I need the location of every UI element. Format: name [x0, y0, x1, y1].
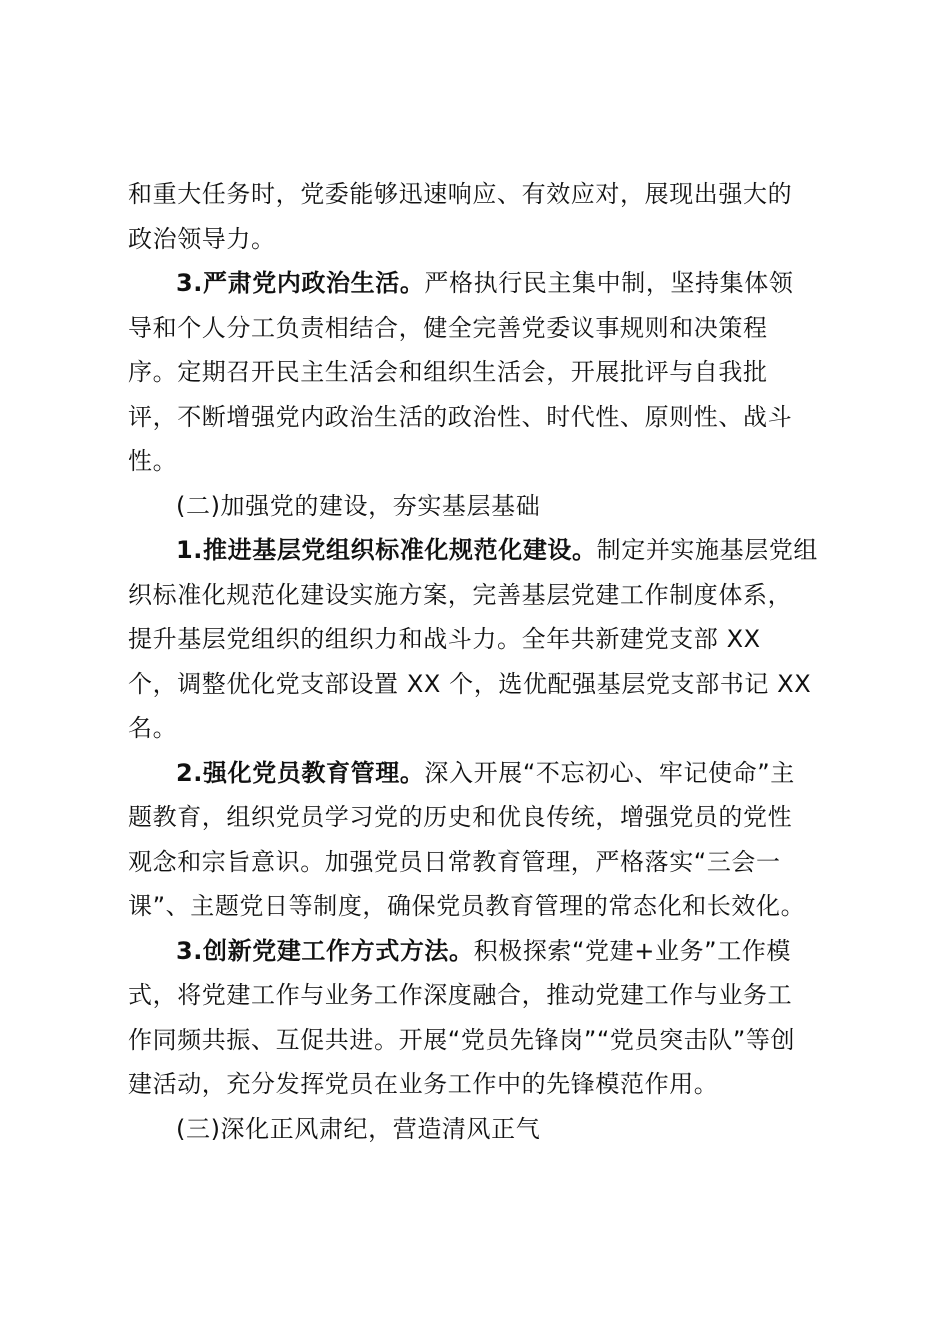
document-body — [128, 172, 828, 1151]
paragraph-text: 深入开展“不忘初心、牢记使命”主 题教育，组织党员学习党的历史和优良传统，增强党员的党性 观念和宗旨意识。加强党员日常教育管理，严格落实“三会一 课”、主题党日等制度，确保党员教育管理的常态化和长效化。 — [128, 758, 806, 920]
paragraph-member-education — [128, 751, 828, 929]
paragraph-grassroots-standardization — [128, 528, 828, 751]
paragraph-text: 严格执行民主集中制，坚持集体领 导和个人分工负责相结合，健全完善党委议事规则和决策程 序。定期召开民主生活会和组织生活会，开展批评与自我批 评，不断增强党内政治生活的政治性、时代性、原则性、战斗 性。 — [128, 269, 794, 475]
paragraph-lead: 1.推进基层党组织标准化规范化建设。 — [176, 536, 597, 564]
section-heading-party-building: (二)加强党的建设，夯实基层基础 — [176, 491, 541, 520]
section-heading-discipline: (三)深化正风肃纪，营造清风正气 — [176, 1114, 541, 1143]
paragraph-text: 积极探索“党建+业务”工作模 式，将党建工作与业务工作深度融合，推动党建工作与业务工 作同频共振、互促共进。开展“党员先锋岗”“党员突击队”等创 建活动，充分发挥党员在业务工作中的先锋模范作用。 — [128, 936, 796, 1098]
paragraph-lead: 3.创新党建工作方式方法。 — [176, 936, 474, 965]
paragraph-continuation — [128, 172, 828, 261]
paragraph-text: 制定并实施基层党组 织标准化规范化建设实施方案，完善基层党建工作制度体系， 提升基层党组织的组织力和战斗力。全年共新建党支部 XX 个，调整优化党支部设置 XX 个，选优配强基层党支部书记 XX 名。 — [128, 536, 819, 742]
paragraph-text: 和重大任务时，党委能够迅速响应、有效应对，展现出强大的 政治领导力。 — [128, 180, 793, 253]
paragraph-lead: 2.强化党员教育管理。 — [176, 758, 425, 787]
paragraph-lead: 3.严肃党内政治生活。 — [176, 269, 425, 297]
paragraph-innovation-methods — [128, 929, 828, 1107]
paragraph-strict-political-life — [128, 261, 828, 484]
